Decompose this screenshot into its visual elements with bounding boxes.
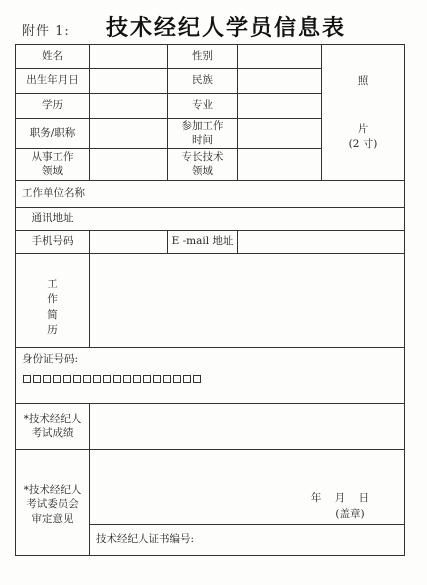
label-committee-line2: 考试委员会 [26, 498, 79, 511]
label-committee [16, 450, 89, 560]
info-form [15, 44, 405, 556]
label-expertise [168, 149, 237, 180]
label-work-time-line1: 参加工作 [181, 119, 224, 132]
id-digit-box[interactable] [123, 375, 131, 383]
id-digit-box[interactable] [183, 375, 191, 383]
label-gender: 性别 [192, 49, 213, 62]
photo-label-top: 照 [357, 75, 369, 88]
approval-date: 年 月 日 [310, 492, 370, 505]
label-field-line2: 领域 [42, 165, 63, 177]
label-field-line1: 从事工作 [31, 150, 74, 163]
label-resume-char3: 简 [47, 308, 58, 321]
label-expertise-line1: 专长技术 [181, 150, 224, 163]
label-position: 职务/职称 [29, 126, 76, 139]
photo-label-bottom [322, 122, 404, 152]
id-digit-box[interactable] [163, 375, 171, 383]
label-exam-score-line1: *技术经纪人 [23, 412, 82, 425]
label-education: 学历 [42, 99, 63, 112]
label-exam-score-line2: 考试成绩 [31, 427, 74, 439]
label-resume [16, 254, 89, 347]
id-digit-box[interactable] [133, 375, 141, 383]
id-number-boxes[interactable] [23, 375, 203, 383]
label-ethnicity: 民族 [192, 74, 213, 87]
label-committee-line3: 审定意见 [31, 512, 74, 525]
label-email: E -mail 地址 [171, 235, 234, 248]
label-resume-char2: 作 [47, 293, 58, 306]
id-digit-box[interactable] [73, 375, 81, 383]
label-name: 姓名 [42, 49, 63, 62]
attachment-label: 附件 1: [22, 24, 70, 39]
id-digit-box[interactable] [43, 375, 51, 383]
label-expertise-line2: 领域 [192, 165, 213, 177]
label-birth: 出生年月日 [26, 74, 79, 87]
label-committee-line1: *技术经纪人 [23, 484, 82, 497]
id-digit-box[interactable] [53, 375, 61, 383]
label-id-number: 身份证号码: [22, 353, 79, 366]
label-resume-char1: 工 [47, 278, 58, 291]
id-digit-box[interactable] [153, 375, 161, 383]
id-digit-box[interactable] [93, 375, 101, 383]
id-digit-box[interactable] [173, 375, 181, 383]
label-phone: 手机号码 [31, 235, 74, 248]
label-work-time [168, 119, 237, 148]
id-digit-box[interactable] [143, 375, 151, 383]
id-digit-box[interactable] [113, 375, 121, 383]
photo-size: (2 寸) [348, 138, 378, 150]
id-digit-box[interactable] [193, 375, 201, 383]
label-address: 通讯地址 [31, 212, 74, 225]
label-exam-score [16, 404, 89, 449]
label-cert-number: 技术经纪人证书编号: [96, 533, 195, 546]
id-digit-box[interactable] [103, 375, 111, 383]
label-major: 专业 [192, 99, 213, 112]
label-field [16, 149, 89, 180]
form-title: 技术经纪人学员信息表 [106, 15, 347, 41]
photo-label-char: 片 [357, 122, 369, 135]
approval-seal: (盖章) [335, 508, 365, 521]
id-digit-box[interactable] [23, 375, 31, 383]
id-digit-box[interactable] [63, 375, 71, 383]
label-work-time-line2: 时间 [192, 134, 213, 146]
label-resume-char4: 历 [47, 323, 58, 336]
id-digit-box[interactable] [33, 375, 41, 383]
label-employer: 工作单位名称 [22, 187, 85, 200]
id-digit-box[interactable] [83, 375, 91, 383]
